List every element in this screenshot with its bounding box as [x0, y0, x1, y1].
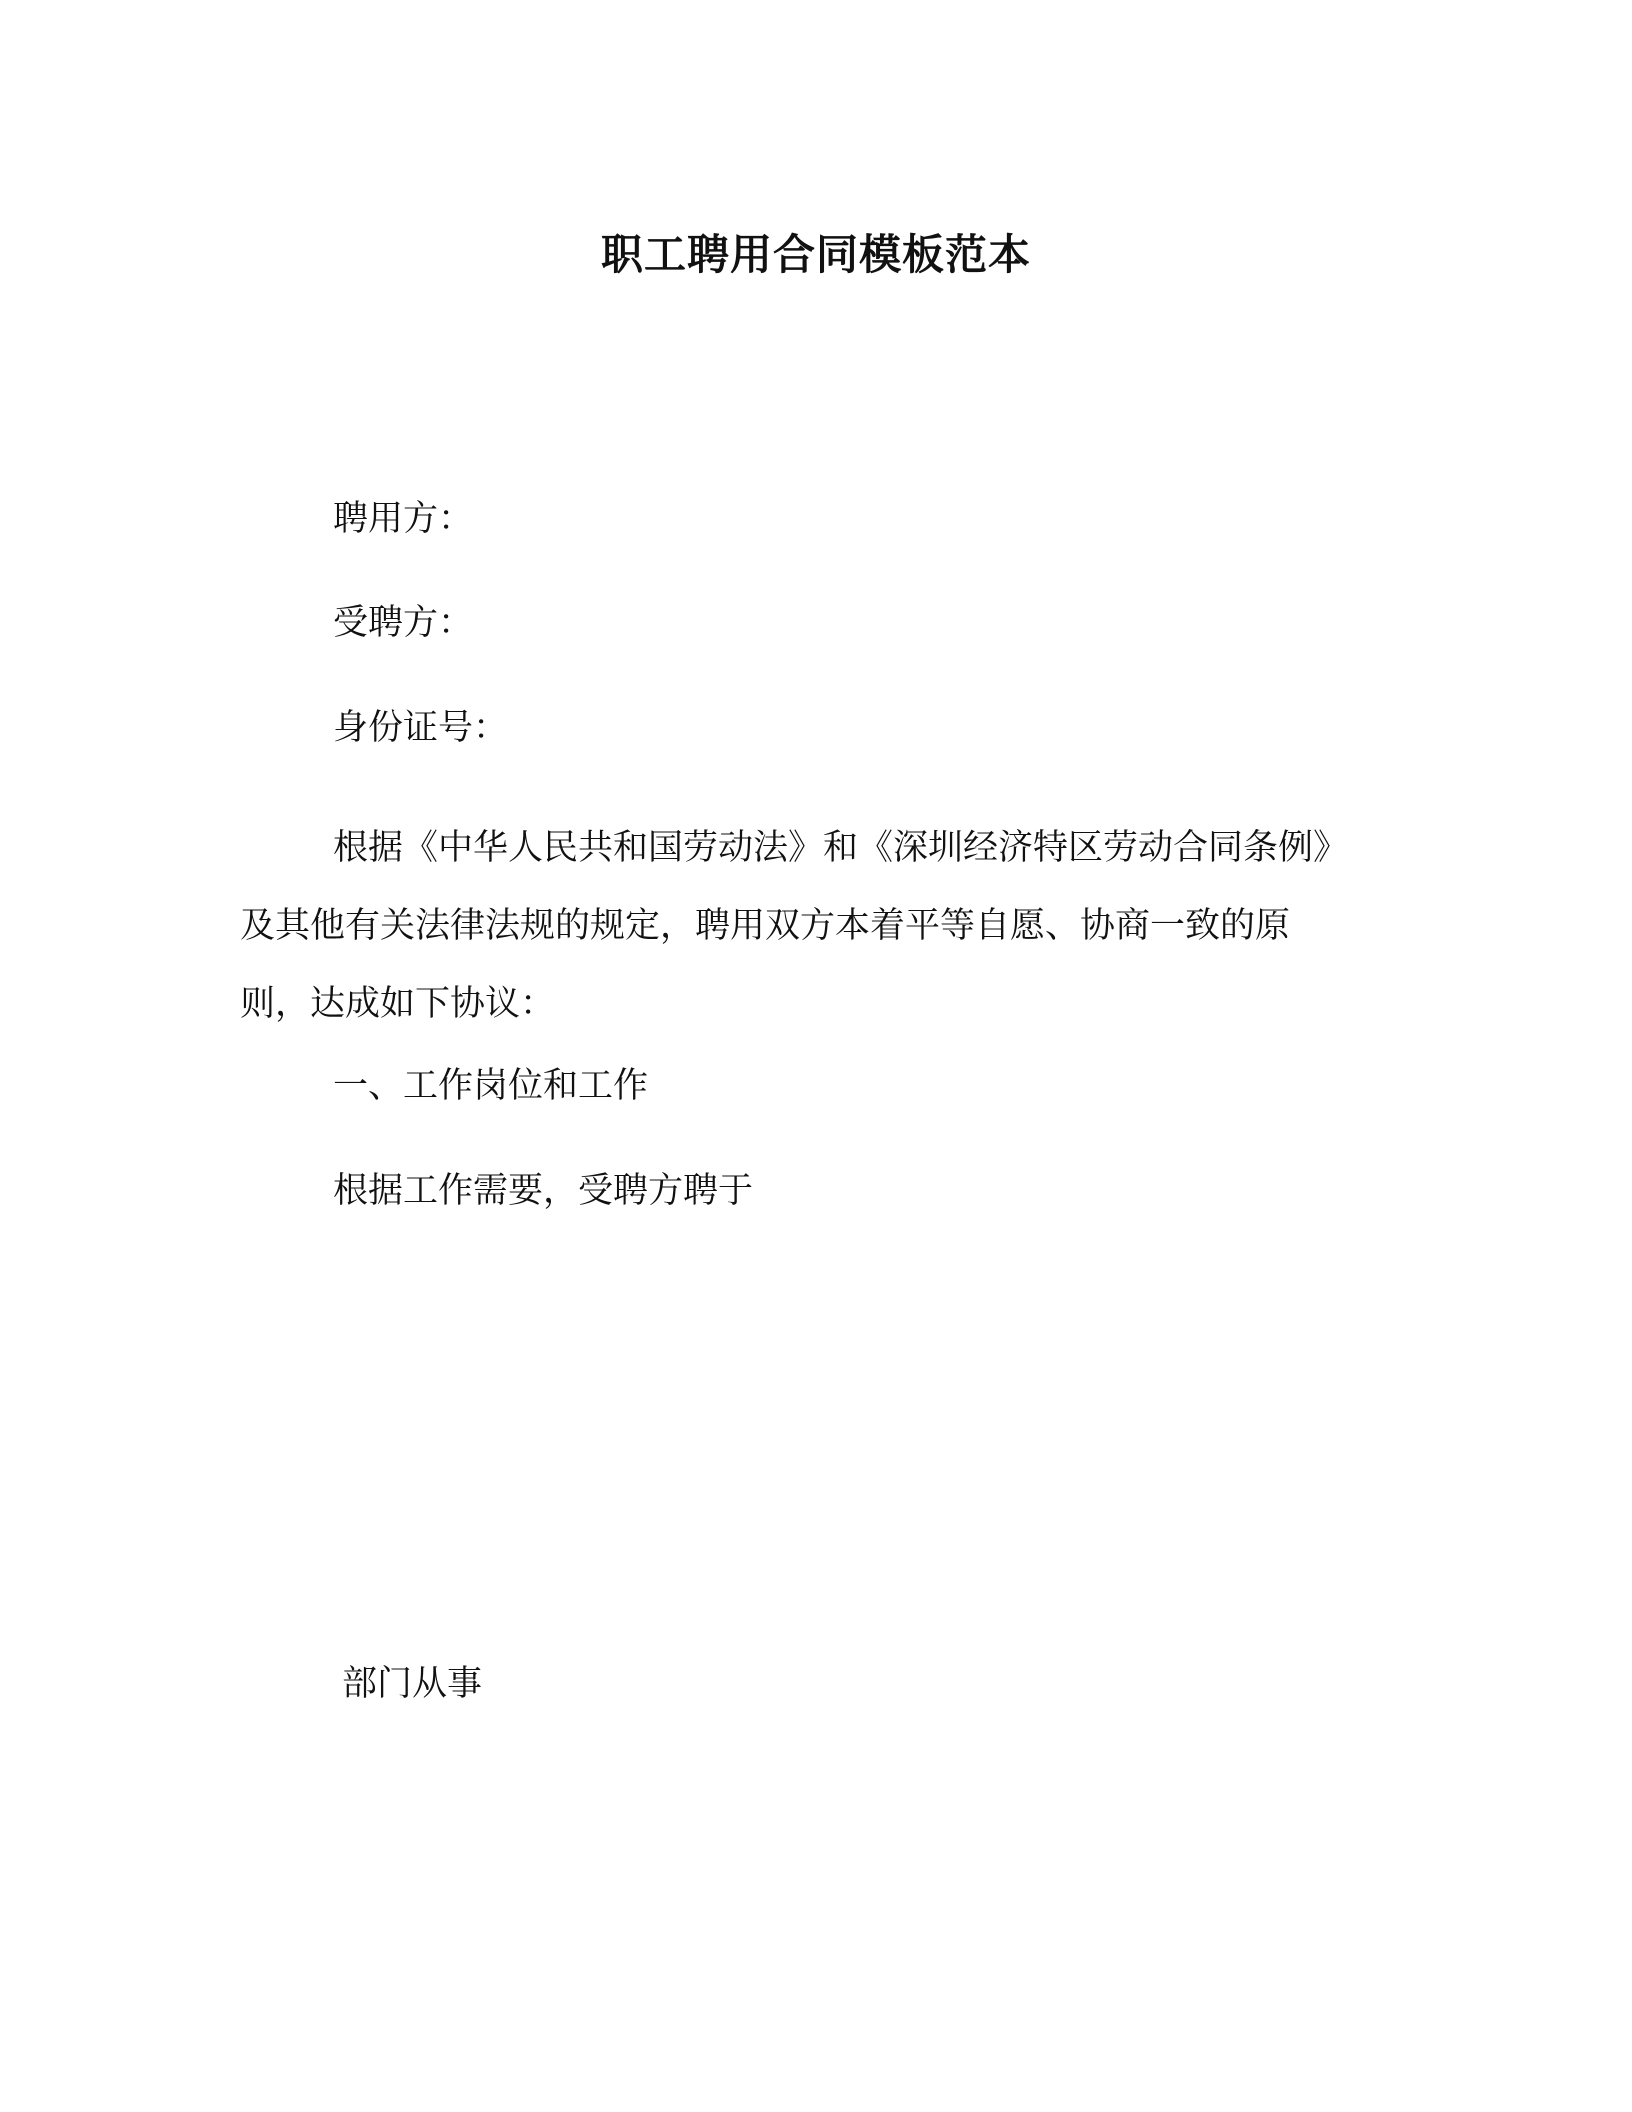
employee-field-label: 受聘方： [333, 603, 474, 643]
document-title: 职工聘用合同模板范本 [600, 230, 1031, 279]
department-line: 部门从事 [342, 1664, 483, 1704]
intro-line-1: 根据《中华人民共和国劳动法》和《深圳经济特区劳动合同条例》 [333, 828, 1349, 868]
employer-field-label: 聘用方： [333, 499, 474, 539]
intro-line-2: 及其他有关法律法规的规定，聘用双方本着平等自愿、协商一致的原 [240, 906, 1291, 946]
intro-line-3: 则，达成如下协议： [240, 984, 556, 1024]
intro-paragraph [240, 809, 1410, 1043]
section-1-text: 根据工作需要，受聘方聘于 [333, 1171, 754, 1211]
section-heading-1: 一、工作岗位和工作 [333, 1066, 649, 1106]
id-number-field-label: 身份证号： [333, 708, 509, 748]
